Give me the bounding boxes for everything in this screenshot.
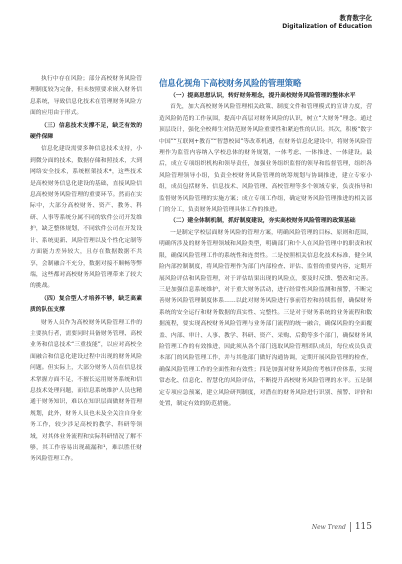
page-number: 115	[354, 522, 372, 532]
right-column	[159, 77, 372, 410]
paragraph: 一是制定学校层面财务风险的管理方案，明确风险管理的目标、原则和范围，明确所涉及的财务管理领域和风险类型，明确部门和个人在风险管理中的职责和权限，确保风险管理工作的系统性和连贯性。二是按照相关信息化技术标准，健全风险内部控制制度，将风险管理作为部门内部检查、评估、监督的重要内容，定期开展风险评估和风险管理，对于评估结果出现的风险点，要及时反馈、整改和完善。三是加强信息系统维护，对于重大财务活动，进行经常性风险监测和预警，不断完善财务风险管理制度体系……以此对财务风险进行事前管控和持续监督，确保财务系统的安全运行和财务数据的真实性、完整性。三是对于财务系统的业务流程和数据流程，要实现高校财务风险管理与业务部门流程的统一融合，确保风险的全面覆盖、内部、审计、人事、教学、科研、资产、采购、后勤等多个部门，确保财务风险管理工作的有效推进，因此须从各个部门选取风险管理团队成员，每位成员负责本部门的风险管理工作，并与其他部门做好沟通协调，定期开展风险管理的检查，确保风险管理工作的全面性和有效性；四是加强对财务风险的考核评价体系，实现常态化、信息化、智慧化的风险评估，不断提升高校财务风险管理的水平。五是制定专项应急预案，建立风险研判制度，对潜在的财务风险进行识别、预警、评价和处置，制定有效的防范措施。	[159, 229, 372, 407]
page-footer	[312, 522, 372, 532]
footer-divider	[350, 522, 351, 532]
section-title-en: Digitalization of Education	[282, 23, 372, 30]
left-column	[30, 74, 142, 466]
section-header	[282, 14, 372, 31]
section-title-cn: 教育数字化	[339, 14, 372, 22]
subheading: （一）提高思想认识，转好财务理念，提升高校财务风险管理的整体水平	[170, 93, 356, 99]
paragraph: 执行中存在风险；部分高校财务风险管理制度较为完备，但未按照要求嵌入财务信息系统，导致信息化技术在管理财务风险方面的应用由于形式。	[30, 76, 142, 117]
subheading: （三）信息技术支撑不足，缺乏有效的硬件保障	[30, 122, 142, 141]
section-title: 信息化视角下高校财务风险的管理策略	[159, 78, 302, 88]
journal-name: New Trend	[311, 523, 346, 531]
subheading: （二）建全体制机制，抓好制度建设，夯实高校财务风险管理的政策基础	[170, 218, 356, 225]
paragraph: 信息化建设需要多种信息技术支持，小到微分面的技术，数据存储和照技术，大到网络安全技术，系统框架技术*，这些技术是高校财务信息化建设的基础，直接风险信息高校财务风险管理的重要环节。然而在实际中，大部分高校财务、资产、教务、科研、人事等系统分属不同的软件公司开发维护，缺乏整体规划，不同软件公司在开发设计、系统更新、风险管理以及个性化定制等方面能力差异较大，且存在数据数据不共享，会制融合不充分，数据对接不顺畅等弊端，这些都对高校财务风险管理带来了较大的挑战。	[30, 146, 142, 290]
subheading: （四）复合型人才培养不够，缺乏高素质的队伍支撑	[30, 295, 142, 314]
paragraph: 财务人员作为高校财务风险管理工作的主要执行者，需要同时具备财务管理、高校业务和信息技术“三重技能”，以应对高校全面融合和信息化建设过程中出现的财务风险问题。但实际上，大部分财务人员在信息技术掌握方面不足，不擅长运用财务系统和信息技术处理问题，而信息系统维护人员也精通于财务知识，难以在知识层面做财务管理规划，此外，财务人员也未及全关注自身业务工作，较少涉足高校的教学、科研等领域，对其体业务流程和实际科研情况了解不够，其工作容易出现疏漏和¹，难以胜任财务风险管理工作。	[30, 319, 142, 463]
paragraph: 首先，加大高校财务风险管理相关政策、制度文件和管理模式的宣讲力度，营造风险防范的工作氛围，提高中高层对财务风险的认识，树立“大财务”理念。通过顶层设计，强化全校师生对防范财务风险重要性和紧迫性的认识。其次，积极“数字中国”“互联网+教育”“智慧校园”等改革机遇，在财务信息化建设中，将财务风险管理作为监管内容纳入学校总体的财务规划，一体考虑、一体推进、一体建设。最后，成立专项组织机构和领导责任，加强业务组织监督的领导和监督管理，组织各风险管理领导小组，负责全校财务风险管理的统筹规划与协调推进，建立专家小组，成员包括财务、信息技术、风险管理、高校管理等多个领域专家，负责指导和监督财务风险管理的实施方案；成立专项工作组，确定财务风险管理推进的相关部门的分工，负责财务风险管理具体工作的推进。	[159, 104, 372, 214]
